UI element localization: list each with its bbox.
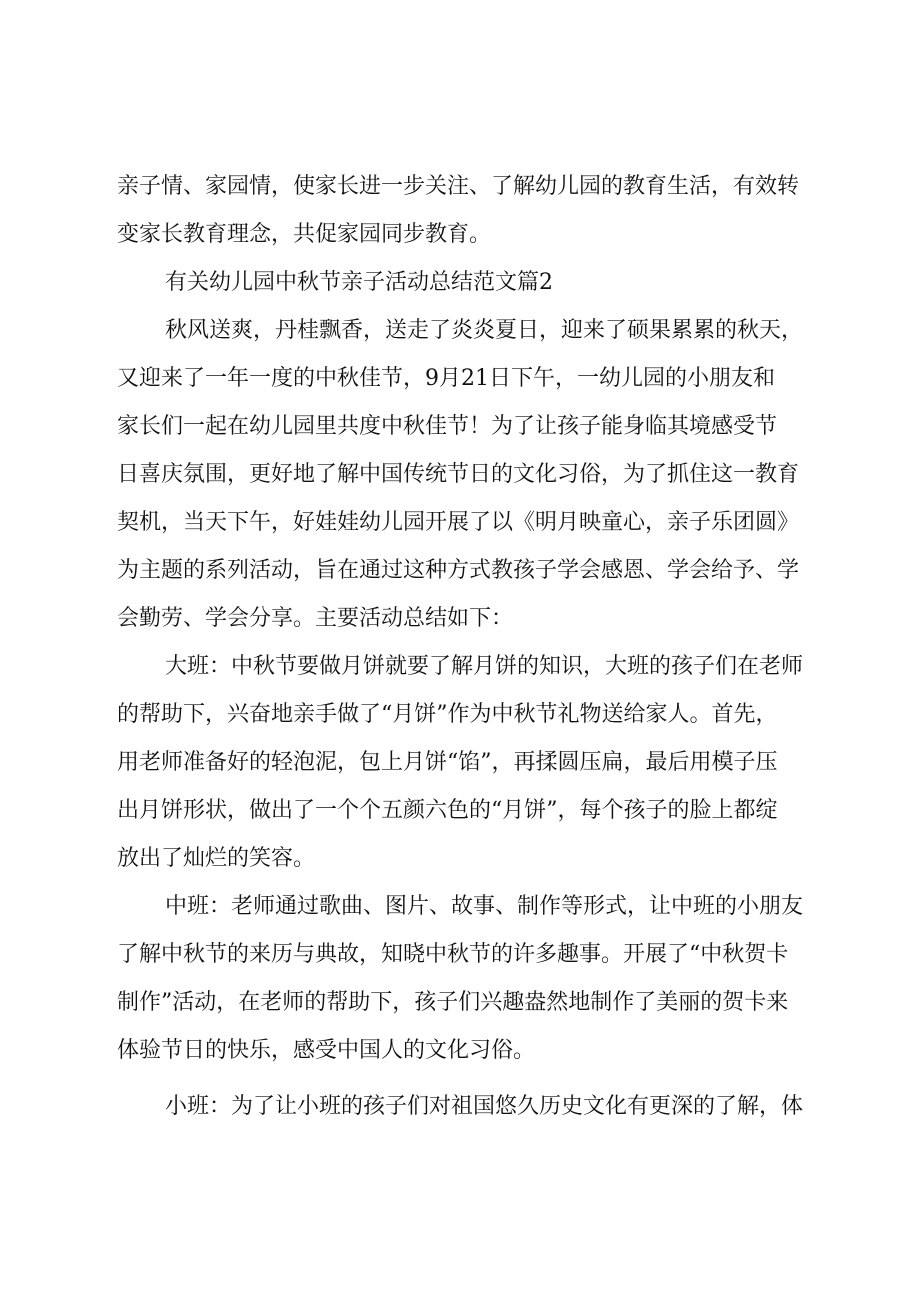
text-line-18: 制作”活动，在老师的帮助下，孩子们兴趣盎然地制作了美丽的贺卡来 — [117, 990, 789, 1015]
text-line-8: 契机，当天下午，好娃娃幼儿园开展了以《明月映童心，亲子乐团圆》 — [117, 510, 800, 535]
text-line-9: 为主题的系列活动，旨在通过这种方式教孩子学会感恩、学会给予、学 — [117, 558, 800, 583]
text-line-1: 亲子情、家园情，使家长进一步关注、了解幼儿园的教育生活，有效转 — [117, 174, 800, 199]
text-line-16: 中班：老师通过歌曲、图片、故事、制作等形式，让中班的小朋友 — [165, 894, 804, 919]
section-heading: 有关幼儿园中秋节亲子活动总结范文篇2 — [165, 270, 553, 295]
text-line-4: 秋风送爽，丹桂飘香，送走了炎炎夏日，迎来了硕果累累的秋天， — [165, 318, 804, 343]
text-line-2: 变家长教育理念，共促家园同步教育。 — [117, 222, 492, 247]
text-line-6: 家长们一起在幼儿园里共度中秋佳节！为了让孩子能身临其境感受节 — [117, 414, 778, 439]
text-line-14: 出月饼形状，做出了一个个五颜六色的“月饼”，每个孩子的脸上都绽 — [117, 798, 778, 823]
text-line-20: 小班：为了让小班的孩子们对祖国悠久历史文化有更深的了解，体 — [165, 1094, 804, 1119]
text-line-12: 的帮助下，兴奋地亲手做了“月饼”作为中秋节礼物送给家人。首先， — [117, 702, 778, 727]
text-line-7: 日喜庆氛围，更好地了解中国传统节日的文化习俗，为了抓住这一教育 — [117, 462, 800, 487]
text-line-19: 体验节日的快乐，感受中国人的文化习俗。 — [117, 1038, 536, 1063]
text-line-11: 大班：中秋节要做月饼就要了解月饼的知识，大班的孩子们在老师 — [165, 654, 804, 679]
text-line-5: 又迎来了一年一度的中秋佳节，9月21日下午，一幼儿园的小朋友和 — [117, 366, 775, 391]
text-line-15: 放出了灿烂的笑容。 — [117, 846, 316, 871]
text-line-10: 会勤劳、学会分享。主要活动总结如下： — [117, 606, 514, 631]
text-line-13: 用老师准备好的轻泡泥，包上月饼“馅”，再揉圆压扁，最后用模子压 — [117, 750, 778, 775]
text-line-17: 了解中秋节的来历与典故，知晓中秋节的许多趣事。开展了“中秋贺卡 — [117, 942, 789, 967]
